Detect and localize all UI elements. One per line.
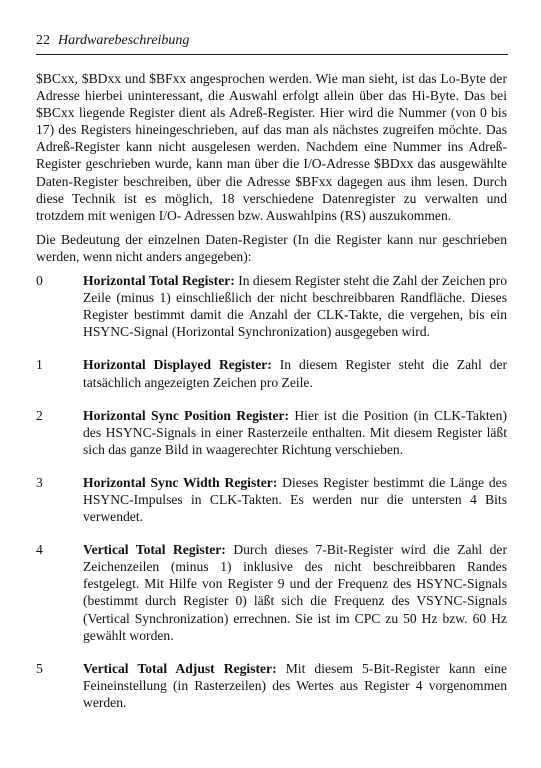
register-text: Hier ist die Position (in CLK-Takten) des HSYNC-Signals in einer Rasterzeile enthalten. Mit diesem Register läßt sich das ganze Bild in waagerechter Richtung verschieben. bbox=[83, 407, 508, 457]
register-number: 1 bbox=[36, 357, 43, 373]
register-entry-4 bbox=[36, 541, 507, 644]
register-name: Horizontal Total Register: bbox=[83, 273, 235, 289]
register-text: Dieses Register bestimmt die Länge des HSYNC-Impulses in CLK-Takten. Es werden nur die untersten 4 Bits verwendet. bbox=[83, 474, 507, 525]
register-entry-2 bbox=[36, 407, 507, 458]
register-text: Mit diesem 5-Bit-Register kann eine Feineinstellung (in Rasterzeilen) des Wertes aus Register 4 vorgenommen werden. bbox=[83, 660, 507, 710]
register-entry-1 bbox=[36, 356, 507, 390]
register-description bbox=[83, 474, 507, 525]
register-description bbox=[83, 356, 507, 390]
register-description bbox=[83, 407, 507, 458]
register-description bbox=[83, 272, 507, 340]
register-number: 4 bbox=[36, 542, 43, 558]
register-number: 2 bbox=[36, 407, 43, 423]
register-name: Horizontal Sync Width Register: bbox=[83, 474, 278, 490]
register-entry-5 bbox=[36, 660, 507, 711]
register-description bbox=[83, 541, 507, 644]
register-entry-3 bbox=[36, 474, 507, 525]
register-description bbox=[83, 660, 507, 711]
register-name: Horizontal Sync Position Register: bbox=[83, 407, 290, 423]
register-number: 0 bbox=[36, 273, 43, 289]
register-text: In diesem Register steht die Zahl der Zeichen pro Zeile (minus 1) einschließlich der nicht beschreibbaren Randfläche. Dieses Register bestimmt damit die Anzahl der CLK-Takte, die vergehen, bis ein HSYNC-Signal (Horizontal Synchronization) ausgegeben wird. bbox=[83, 273, 507, 340]
register-number: 5 bbox=[36, 660, 43, 676]
page-number: 22 bbox=[36, 33, 50, 48]
register-name: Horizontal Displayed Register: bbox=[83, 357, 272, 373]
section-title: Hardwarebeschreibung bbox=[58, 33, 190, 48]
register-list bbox=[36, 272, 507, 711]
register-number: 3 bbox=[36, 474, 43, 490]
intro-paragraph: $BCxx, $BDxx und $BFxx angesprochen werden. Wie man sieht, ist das Lo-Byte der Adresse hierbei uninteressant, die Auswahl erfolgt allein über das Hi-Byte. Das bei $BCxx liegende Register dient als Adreß-Register. Hier wird die Nummer (von 0 bis 17) des Registers hineingeschrieben, auf das man als nächstes zugreifen möchte. Das Adreß-Register kann nicht ausgelesen werden. Nachdem eine Nummer ins Adreß-Register geschrieben wurde, kann man über die I/O-Adresse $BDxx das ausgewählte Daten-Register beschreiben, über die Adresse $BFxx dagegen aus ihm lesen. Durch diese Technik ist es möglich, 18 verschiedene Datenregister zu verwalten und trotzdem mit wenigen I/O- Adressen bzw. Auswahlpins (RS) auszukommen. bbox=[36, 71, 507, 223]
register-intro-paragraph: Die Bedeutung der einzelnen Daten-Register (In die Register kann nur geschrieben werden, wenn nicht anders angegeben): bbox=[36, 231, 507, 264]
register-text: Durch dieses 7-Bit-Register wird die Zahl der Zeichenzeilen (minus 1) inklusive des nicht beschreibbaren Randes festgelegt. Mit Hilfe von Register 9 und der Frequenz des HSYNC-Signals (bestimmt durch Register 0) läßt sich die Frequenz des VSYNC-Signals (Vertical Synchronization) errechnen. Sie ist im CPC zu 50 Hz bzw. 60 Hz gewählt worden. bbox=[83, 542, 507, 643]
register-name: Vertical Total Adjust Register: bbox=[83, 660, 277, 676]
register-text: In diesem Register steht die Zahl der tatsächlich angezeigten Zeichen pro Zeile. bbox=[83, 357, 508, 390]
register-entry-0 bbox=[36, 272, 507, 340]
register-name: Vertical Total Register: bbox=[83, 542, 226, 558]
page-body bbox=[36, 70, 507, 727]
page-header bbox=[36, 32, 508, 55]
